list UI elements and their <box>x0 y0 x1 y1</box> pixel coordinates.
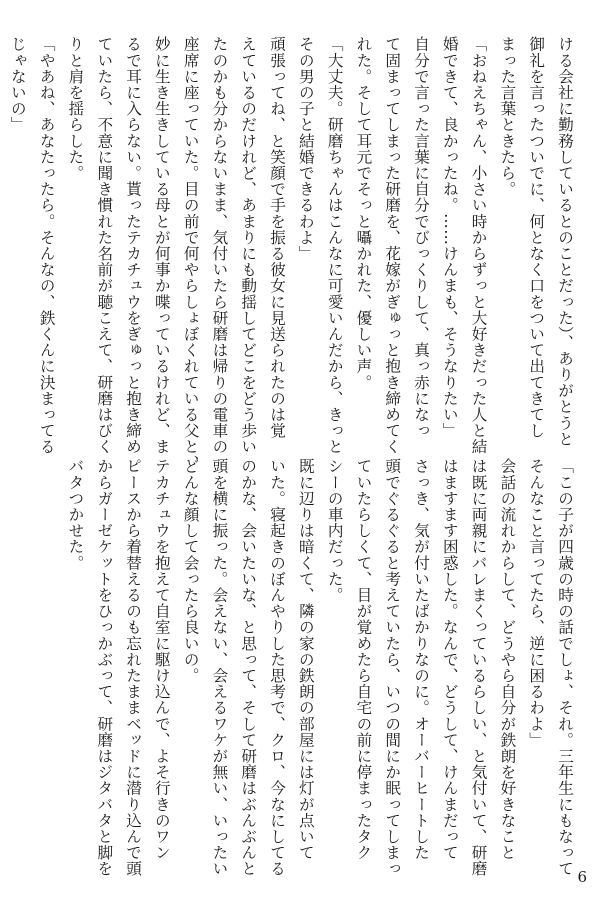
text-line: 頭を横に振った。会えない、会えるワケが無い、いったい <box>210 458 229 877</box>
text-line: 頭でぐるぐると考えていたら、いつの間にか眠ってしまっ <box>383 458 402 877</box>
text-line: れた。そして耳元でそっと囁かれた、優しい声。 <box>354 36 373 391</box>
text-line: まった言葉ときたら。 <box>498 36 517 197</box>
text-line: るで耳に入らない。貰ったテカチュウをぎゅっと抱き締め <box>124 36 143 455</box>
text-line: 「この子が四歳の時の話でしょ、それ。三年生にもなって <box>556 458 574 877</box>
text-line: さっき、気が付いたばかりなのに。オーバーヒートした <box>412 458 431 861</box>
text-line: 既に辺りは暗くて、隣の家の鉄朗の部屋には灯が点いて <box>296 458 315 861</box>
text-line: バタつかせた。 <box>66 458 85 571</box>
text-line: ける会社に勤務しているとのことだった）、ありがとうと <box>556 36 574 447</box>
text-block-top <box>8 36 579 471</box>
text-line: 婚できて、良かったね。……けんまも、そうなりたい」 <box>440 36 459 439</box>
text-line: 座席に座っていた。目の前で何やらしょぼくれている父と、 <box>181 36 200 471</box>
blank-line <box>3 458 32 870</box>
text-line: りと肩を揺らした。 <box>66 36 85 181</box>
text-block-bottom <box>14 458 579 877</box>
text-line: えているのだけれど、あまりにも動揺してどこをどう歩い <box>239 36 258 455</box>
text-line: 妙に生き生きしている母とが何事か喋っているけれど、ま <box>152 36 171 455</box>
text-line: そんなこと言ってたら、逆に困るわよ」 <box>527 458 546 748</box>
text-line: 頑張ってね、と笑顔で手を振る彼女に見送られたのは覚 <box>268 36 287 439</box>
text-line: はますます困惑した。なんで、どうして、けんまだって <box>440 458 459 861</box>
text-line: どんな顔して会ったら良いの。 <box>181 458 200 684</box>
text-line: たのかも分からないまま、気付いたら研磨は帰りの電車の <box>210 36 229 455</box>
text-line: のかな、会いたいな、と思って、そして研磨はぶんぶんと <box>239 458 258 877</box>
text-line: ていたらしくて、目が覚めたら自宅の前に停まったタク <box>354 458 373 861</box>
text-line: 「大丈夫。研磨ちゃんはこんなに可愛いんだから、きっと <box>325 36 344 455</box>
text-line <box>0 458 3 870</box>
text-line: は既に両親にバレまくっているらしい、と気付いて、研磨 <box>469 458 488 877</box>
text-line: からガーゼケットをひっかぶって、研磨はジタバタと脚を <box>95 458 114 877</box>
text-line: 自分で言った言葉に自分でびっくりして、真っ赤になっ <box>412 36 431 439</box>
text-line: いた。寝起きのぼんやりした思考で、クロ、今なにしてる <box>268 458 287 877</box>
text-line <box>0 36 3 441</box>
text-line: じゃないの」 <box>8 36 27 133</box>
text-line: ピースから着替えるのも忘れたままベッドに潜り込んで頭 <box>124 458 143 877</box>
text-line: 「おねえちゃん、小さい時からずっと大好きだった人と結 <box>469 36 488 455</box>
text-line: シーの車内だった。 <box>325 458 344 603</box>
text-line: テカチュウを抱えて自室に駆け込んで、よそ行きのワン <box>152 458 171 861</box>
text-line: 会話の流れからして、どうやら自分が鉄朗を好きなこと <box>498 458 517 861</box>
text-line: ていたら、不意に聞き慣れた名前が聴こえて、研磨はびく <box>95 36 114 455</box>
text-line: 御礼を言ったついでに、何となく口をついて出てきてし <box>527 36 546 439</box>
blank-line <box>32 458 61 870</box>
text-line: 「やあね、あなたったら。そんなの、鉄くんに決まってる <box>37 36 56 455</box>
page-number: 6 <box>577 868 587 886</box>
text-line: て固まってしまった研磨を、花嫁がぎゅっと抱き締めてく <box>383 36 402 455</box>
text-line: その男の子と結婚できるわよ」 <box>296 36 315 262</box>
